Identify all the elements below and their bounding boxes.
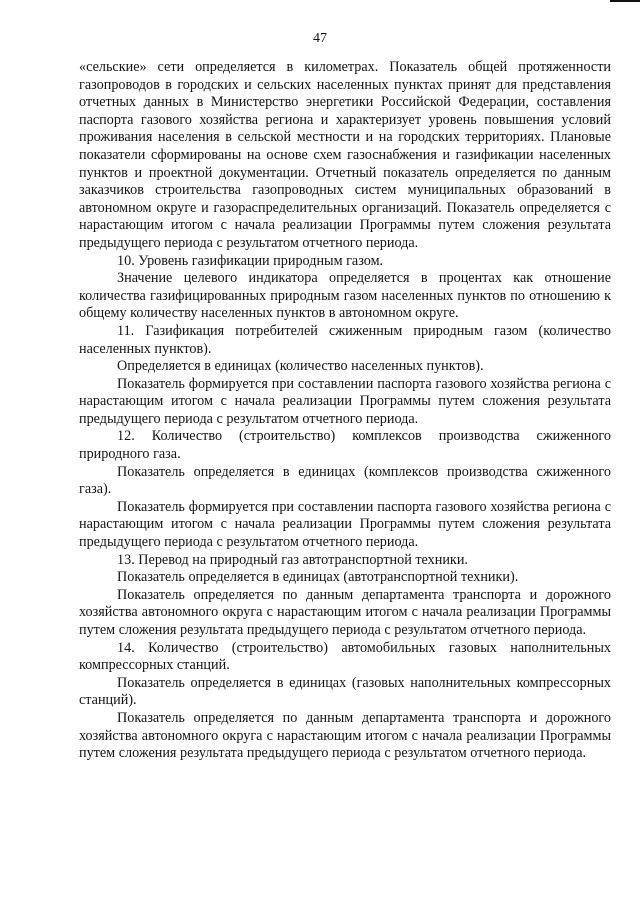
indicator-13-units: Показатель определяется в единицах (автотранспортной техники).: [117, 569, 519, 586]
indicator-12-heading: 12. Количество (строительство) комплексов производства сжиженного природного газа.: [79, 428, 611, 463]
indicator-11-description: Показатель формируется при составлении паспорта газового хозяйства региона с нарастающим итогом с начала реализации Программы путем сложения результата предыдущего периода с результатом отчетного периода.: [79, 375, 611, 427]
indicator-10-description: Значение целевого индикатора определяется в процентах как отношение количества газифицированных природным газом населенных пунктов по отношению к общему количеству населенных пунктов в автономном округе.: [79, 270, 611, 322]
indicator-14-heading: 14. Количество (строительство) автомобильных газовых наполнительных компрессорных станций.: [79, 639, 611, 674]
indicator-12-description: Показатель формируется при составлении паспорта газового хозяйства региона с нарастающим итогом с начала реализации Программы путем сложения результата предыдущего периода с результатом отчетного периода.: [79, 498, 611, 551]
indicator-14-units: Показатель определяется в единицах (газовых наполнительных компрессорных станций).: [79, 674, 611, 709]
paragraph-continuation: «сельские» сети определяется в километрах. Показатель общей протяженности газопроводов в городских и сельских населенных пунктах принят для представления отчетных данных в Министерство энергетики Российской Федерации, составления паспорта газового хозяйства региона и характеризует уровень повышения условий проживания населения в сельской местности и на городских территориях. Плановые показатели сформированы на основе схем газоснабжения и газификации населенных пунктов и проектной документации. Отчетный показатель определяется по данным заказчиков строительства газопроводных систем муниципальных образований в автономном округе и газораспределительных организаций. Показатель определяется с нарастающим итогом с начала реализации Программы путем сложения результата предыдущего периода с результатом отчетного периода.: [79, 59, 611, 251]
indicator-11-heading: 11. Газификация потребителей сжиженным природным газом (количество населенных пунктов).: [79, 322, 611, 357]
indicator-12-units: Показатель определяется в единицах (комплексов производства сжиженного газа).: [79, 463, 611, 498]
document-body: [79, 59, 611, 763]
indicator-13-description: Показатель определяется по данным департамента транспорта и дорожного хозяйства автономного округа с нарастающим итогом с начала реализации Программы путем сложения результата предыдущего периода с результатом отчетного периода.: [79, 586, 611, 638]
indicator-13-heading: 13. Перевод на природный газ автотранспортной техники.: [117, 551, 468, 568]
indicator-14-description: Показатель определяется по данным департамента транспорта и дорожного хозяйства автономного округа с нарастающим итогом с начала реализации Программы путем сложения результата предыдущего периода с результатом отчетного периода.: [79, 709, 611, 762]
indicator-10-heading: 10. Уровень газификации природным газом.: [117, 252, 384, 269]
scan-corner-mark: [610, 0, 640, 2]
indicator-11-units: Определяется в единицах (количество населенных пунктов).: [117, 358, 484, 375]
page-number: 47: [313, 31, 327, 46]
